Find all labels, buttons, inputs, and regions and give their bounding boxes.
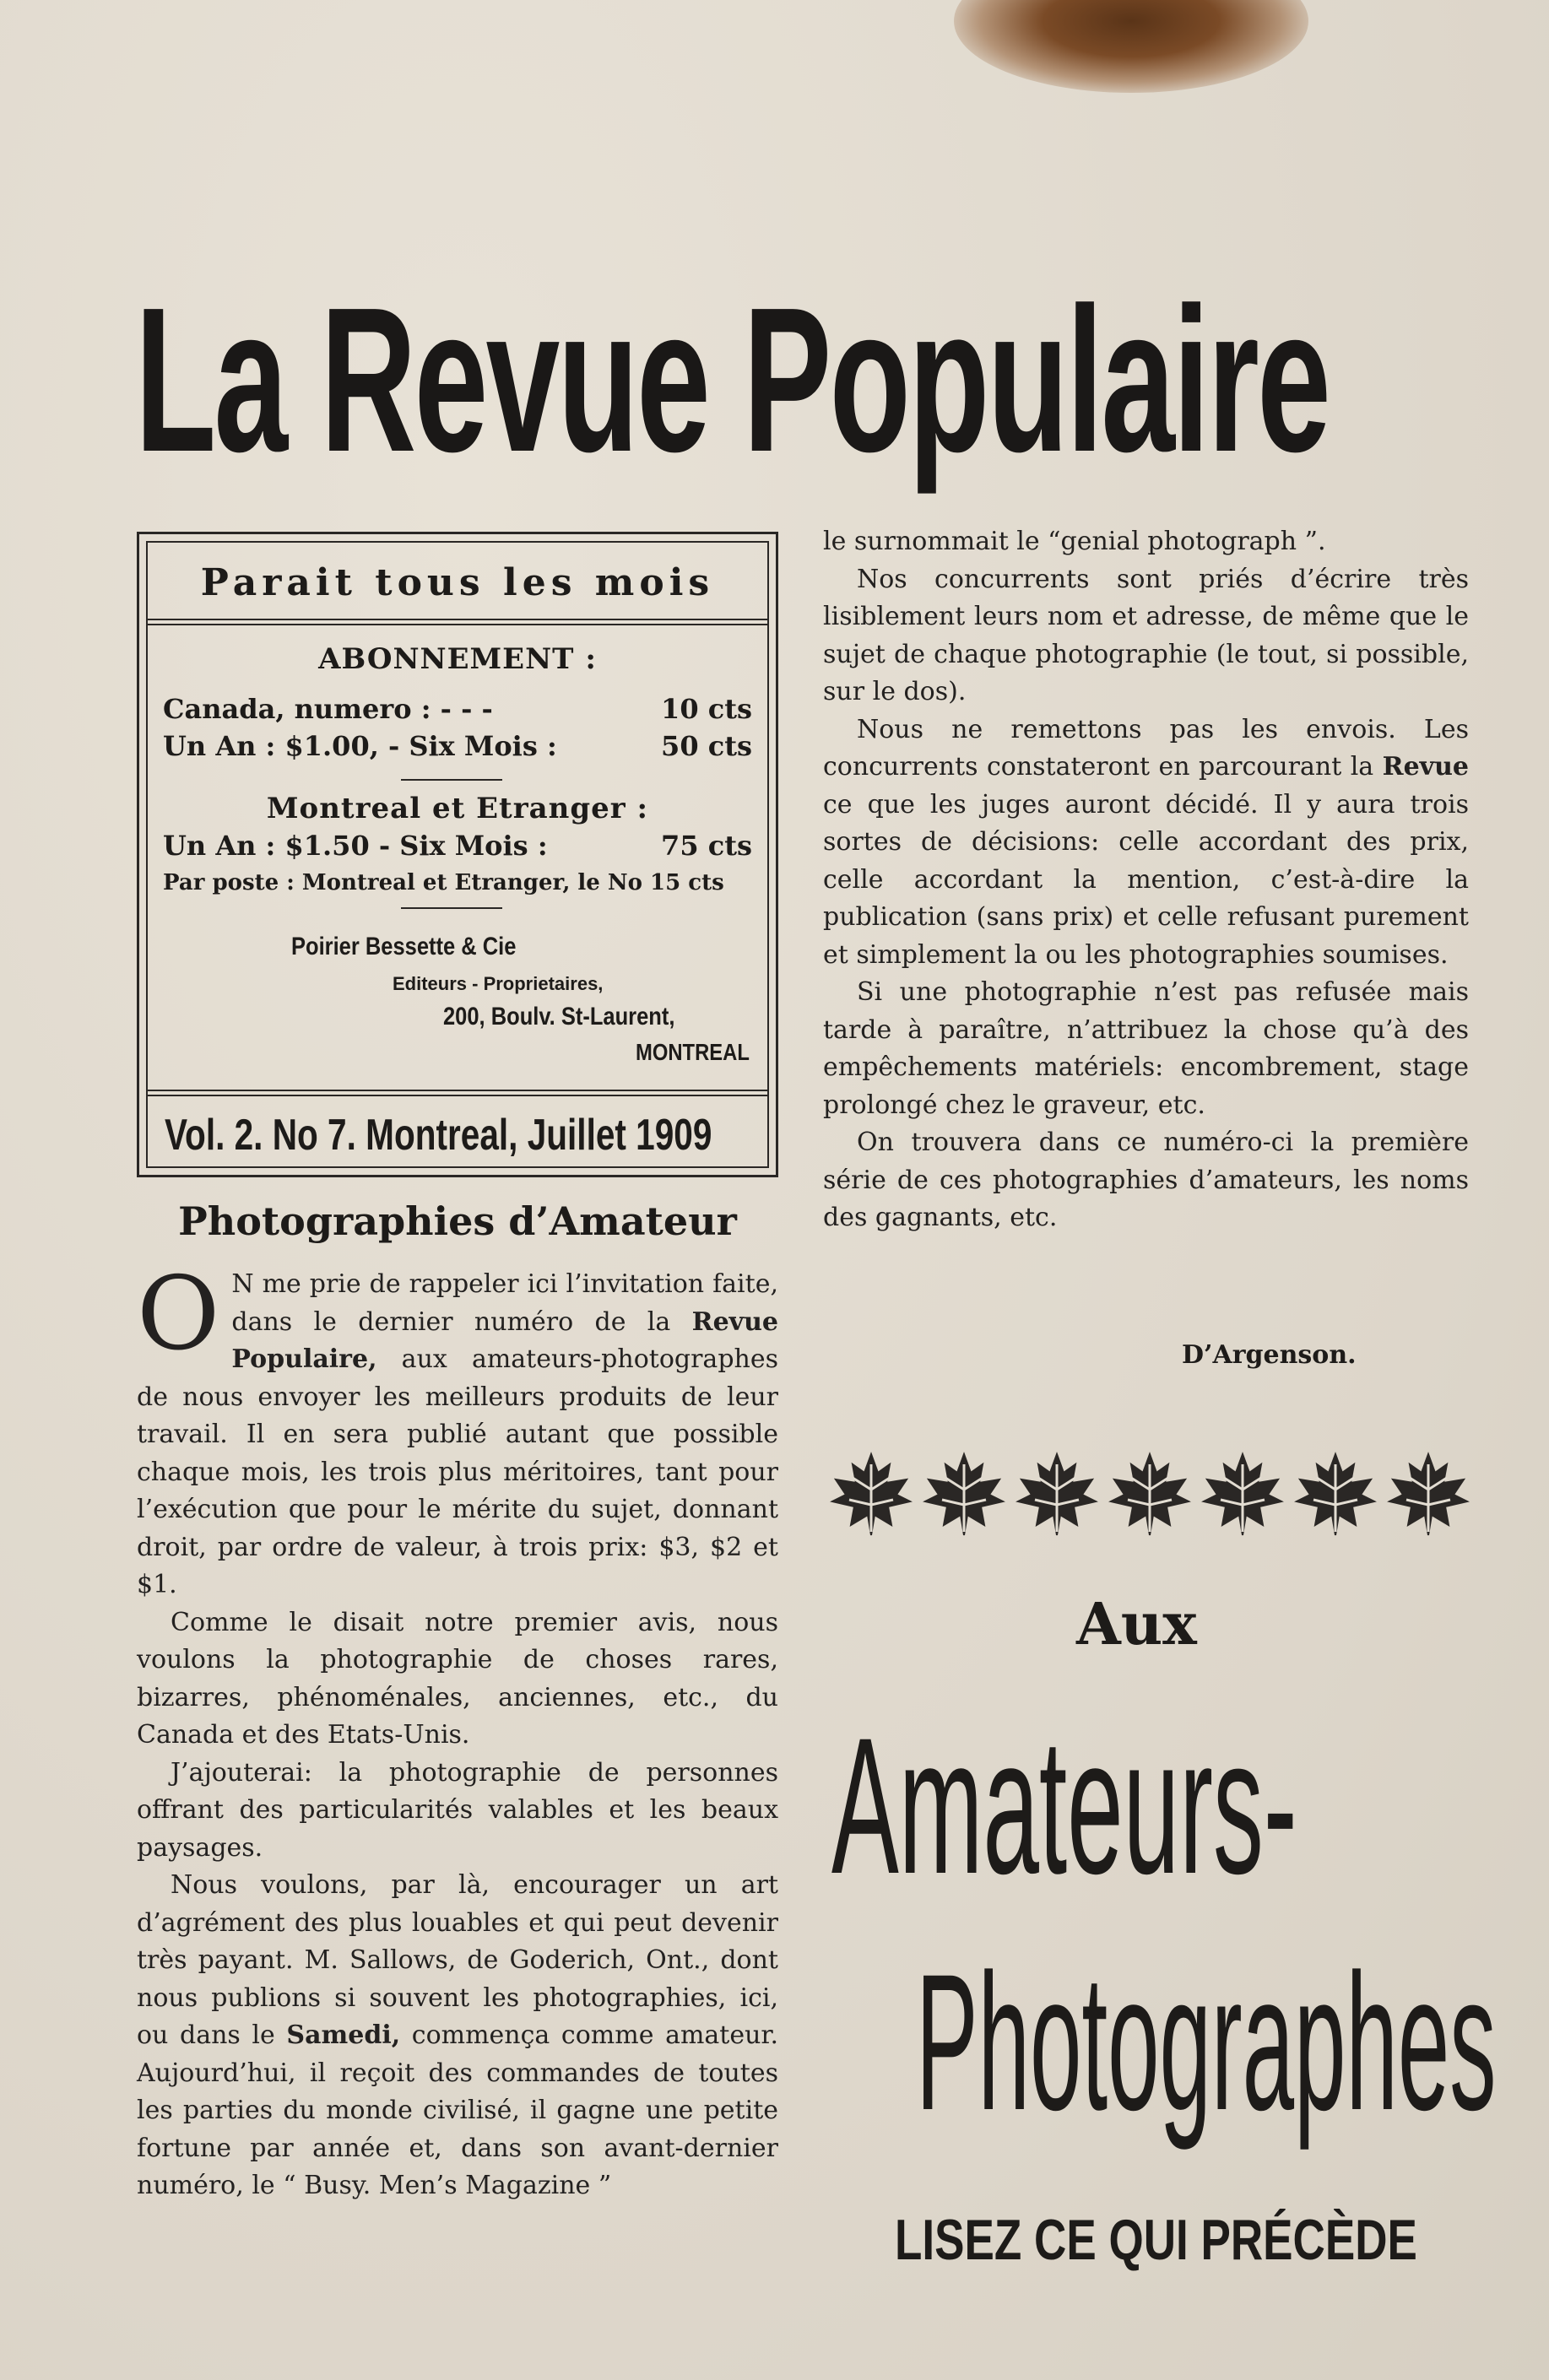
paragraph: On trouvera dans ce numéro-ci la première série de ces photographies d’amateurs, les noms des gagnants, etc. bbox=[823, 1128, 1469, 1232]
paragraph-text: ce que les juges auront décidé. Il y aura trois sortes de décisions: celle accordant des prix, celle accordant la mention, c’est-à-dire la publication (sans prix) et celle refusant purement et simplement la ou les photographies soumises. bbox=[823, 789, 1469, 970]
divider bbox=[148, 619, 767, 620]
price-row bbox=[163, 693, 752, 725]
subscription-heading-2: Montreal et Etranger : bbox=[266, 792, 649, 825]
paragraph: Nos concurrents sont priés d’écrire très lisiblement leurs nom et adresse, de même que le sujet de chaque photographie (le tout, si possible, sur le dos). bbox=[823, 564, 1469, 706]
short-divider bbox=[401, 907, 502, 909]
paragraph-text: N me prie de rappeler ici l’invitation faite, dans le dernier numéro de la bbox=[231, 1269, 778, 1337]
ad-line-amateurs: Amateurs- bbox=[831, 1697, 1297, 1914]
price-row-value: 10 cts bbox=[661, 693, 752, 725]
paper-stain bbox=[954, 0, 1308, 93]
maple-leaf-icon bbox=[832, 1454, 910, 1535]
price-row-label: Un An : $1.00, - Six Mois : bbox=[163, 730, 557, 762]
bold-text: Revue Populaire, bbox=[231, 1306, 778, 1374]
signature: D’Argenson. bbox=[1182, 1340, 1357, 1370]
publisher-address: 200, Boulv. St-Laurent, bbox=[443, 1003, 675, 1030]
publisher-city: MONTREAL bbox=[636, 1039, 750, 1065]
paragraph bbox=[137, 1867, 778, 2205]
paragraph bbox=[137, 1256, 778, 1604]
paragraph-text: Nous ne remettons pas les envois. Les concurrents constateront en parcourant la bbox=[823, 714, 1469, 782]
ad-line-aux: Aux bbox=[1076, 1591, 1197, 1658]
divider bbox=[148, 1090, 767, 1091]
subscription-box bbox=[137, 532, 778, 1177]
ad-line-photographes: Photographes bbox=[916, 1934, 1497, 2150]
paragraph bbox=[823, 711, 1469, 975]
price-row bbox=[163, 730, 752, 762]
paragraph-text: aux amateurs-photographes de nous envoyer les meilleurs produits de leur travail. Il en sera publié autant que possible chaque mois, les trois plus méritoires, tant pour l’exécution que pour le mérite du sujet, donnant droit, par ordre de valeur, à trois prix: $3, $2 et $1. bbox=[137, 1344, 778, 1599]
masthead-title: La Revue Populaire bbox=[135, 264, 1330, 495]
bold-text: Revue bbox=[1382, 752, 1469, 782]
paragraph: J’ajouterai: la photographie de personnes offrant des particularités valables et les beaux paysages. bbox=[137, 1757, 778, 1863]
divider bbox=[148, 1095, 767, 1096]
maple-leaf-icon bbox=[1111, 1454, 1189, 1535]
maple-leaf-ornament-row bbox=[829, 1447, 1470, 1540]
right-column bbox=[823, 523, 1469, 1237]
volume-line: Vol. 2. No 7. Montreal, Juillet 1909 bbox=[165, 1111, 712, 1160]
left-column bbox=[137, 1256, 778, 2205]
paragraph: Comme le disait notre premier avis, nous voulons la photographie de choses rares, bizarres, phénoménales, anciennes, etc., du Canada et des Etats-Unis. bbox=[137, 1607, 778, 1750]
paragraph: Si une photographie n’est pas refusée mais tarde à paraître, n’attribuez la chose qu’à des empêchements matériels: encombrement, stage prolongé chez le graveur, etc. bbox=[823, 977, 1469, 1120]
paragraph-text: commença comme amateur. Aujourd’hui, il reçoit des commandes de toutes les parties du monde civilisé, il gagne une petite fortune par année et, dans son avant-dernier numéro, le “ Busy. Men’s Magazine ” bbox=[137, 2020, 778, 2200]
maple-leaf-icon bbox=[1018, 1454, 1096, 1535]
price-row-label: Canada, numero : - - - bbox=[163, 693, 493, 725]
subscription-box-inner bbox=[146, 541, 769, 1168]
price-row bbox=[163, 830, 752, 862]
drop-cap: O bbox=[137, 1256, 220, 1373]
ad-line-lisez: LISEZ CE QUI PRÉCÈDE bbox=[895, 2208, 1417, 2272]
maple-leaf-icon bbox=[1297, 1454, 1374, 1535]
paragraph: le surnommait le “genial photograph ”. bbox=[823, 527, 1326, 556]
divider bbox=[148, 624, 767, 625]
subscription-title: Parait tous les mois bbox=[200, 561, 715, 604]
publisher-name: Poirier Bessette & Cie bbox=[291, 933, 517, 960]
price-row-value: 75 cts bbox=[661, 830, 752, 862]
price-row-label: Un An : $1.50 - Six Mois : bbox=[163, 830, 548, 862]
maple-leaf-icon bbox=[1389, 1454, 1467, 1535]
price-row-value: 50 cts bbox=[661, 730, 752, 762]
maple-leaf-icon bbox=[1204, 1454, 1281, 1535]
publisher-role: Editeurs - Proprietaires, bbox=[393, 973, 604, 994]
paragraph-text: Nous voulons, par là, encourager un art d’agrément des plus louables et qui peut devenir très payant. M. Sallows, de Goderich, Ont., dont nous publions si souvent les photographies, ici, ou dans le bbox=[137, 1870, 778, 2050]
post-price: Par poste : Montreal et Etranger, le No 15 cts bbox=[163, 870, 724, 895]
subscription-heading: ABONNEMENT : bbox=[318, 642, 597, 676]
bold-text: Samedi, bbox=[286, 2020, 401, 2050]
article-title: Photographies d’Amateur bbox=[178, 1198, 737, 1244]
maple-leaf-icon bbox=[925, 1454, 1003, 1535]
short-divider bbox=[401, 779, 502, 781]
